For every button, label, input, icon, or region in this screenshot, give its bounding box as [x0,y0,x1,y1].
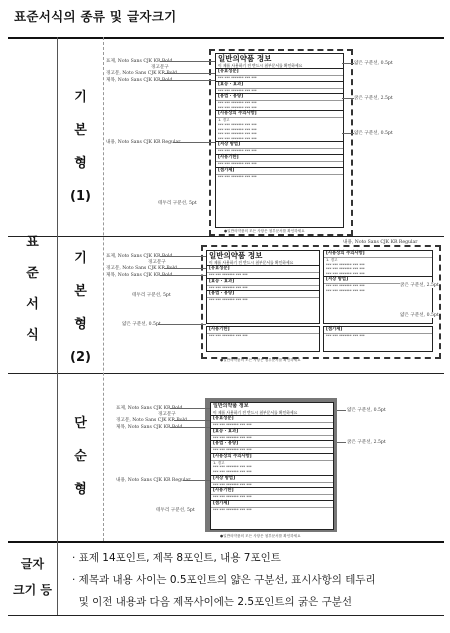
callout-symbol-line: 테두리 구분선, 5pt [156,508,195,513]
section-text: 1. 경고 [326,258,338,262]
format2-char: 형 [74,317,87,332]
section-text: *** *** ******* *** *** [213,495,252,500]
warning-text: 이 제품 사용하기 전 반드시 첨부문서를 확인하세요 [207,260,319,266]
section-text: *** *** ******* *** *** [326,334,365,338]
section-text: *** *** ******* *** *** [218,136,257,141]
section-heading: [사용기한] [207,327,319,334]
format1-char: 형 [74,156,87,171]
section-text: *** *** ******* *** *** [218,105,257,110]
category-char: 식 [26,328,39,343]
section-heading: [사용기한] [216,154,343,162]
format2-char: 기 [74,251,87,266]
callout-title-font: 표제, Noto Sans CJK KR Bold [116,406,183,411]
font-size-label: 크기 등 [13,583,52,597]
section-heading: [용법 · 용량] [211,440,333,448]
callout-thin-line: 얇은 구분선, 0.5pt [354,61,393,66]
callout-thick-line: 굵은 구분선, 2.5pt [347,440,386,445]
format1-char: 기 [74,90,87,105]
section-heading: [저장 방법] [211,475,333,483]
callout-thick-line: 굵은 구분선, 2.5pt [354,96,393,101]
callout-thin-line: 얇은 구분선, 0.5pt [400,313,439,318]
callout-body-font: 내용, Noto Sans CJK KR Regular [116,478,191,483]
page-title: 표준서식의 종류 및 글자크기 [14,9,177,24]
callout-symbol: 경고문구 [158,412,176,417]
font-size-label: 글자 [20,557,45,571]
section-heading: [사용상의 주의사항] [324,251,432,258]
footnote: ●일반의약품의 모든 사항은 첨부문서를 확인하세요 [220,534,301,538]
format3-char: 단 [74,416,87,431]
section-text: *** *** ******* *** *** [218,174,257,179]
callout-body-font: 내용, Noto Sans CJK KR Regular [106,140,181,145]
section-text: *** *** ******* *** *** [209,334,248,338]
section-text: *** *** ******* *** *** [218,149,257,154]
section-text: *** *** ******* *** *** [218,132,257,137]
section-text: *** *** ******* *** *** [326,267,365,272]
product-title: 일반의약품 정보 [213,403,249,409]
format2-char: 본 [74,284,87,299]
section-text: *** *** ******* *** *** [326,284,365,289]
format1-char: 본 [74,123,87,138]
callout-symbol-line: 테두리 구분선, 5pt [132,293,171,298]
section-text: *** *** ******* *** *** [218,88,257,93]
section-heading: [첨가제] [324,327,432,334]
section-heading: [효능 · 효과] [216,81,343,89]
section-heading: [저장 방법] [216,141,343,149]
section-heading: [효능 · 효과] [207,278,319,286]
section-heading: [용법 · 용량] [216,93,343,101]
footnote: ●일반의약품의 모든 사항은 첨부문서를 확인하세요 [224,229,305,233]
section-heading: [저장 방법] [324,276,432,284]
section-text: *** *** ******* *** *** [218,161,257,166]
callout-caution-font: 경고문, Noto Sans CJK KR Bold [106,266,177,271]
section-text: *** *** ******* *** *** [209,298,248,303]
callout-symbol-line: 테두리 구분선, 5pt [158,201,197,206]
section-heading: [유효성분] [207,266,319,273]
section-text: *** *** ******* *** *** [218,101,257,106]
section-text: *** *** ******* *** *** [213,435,252,440]
section-text: *** *** ******* *** *** [213,423,252,427]
callout-right-body: 내용, Noto Sans CJK KR Regular [343,240,418,245]
category-char: 준 [26,266,39,281]
section-text: *** *** ******* *** *** [213,465,252,470]
callout-thin-line: 얇은 구분선, 0.5pt [347,408,386,413]
section-text: *** *** ******* *** *** [326,271,365,276]
product-title: 일반의약품 정보 [218,54,272,63]
section-text: *** *** ******* *** *** [326,262,365,267]
section-text: *** *** ******* *** *** [218,122,257,127]
callout-title-font: 표제, Noto Sans CJK KR Bold [106,59,173,64]
section-text: *** *** ******* *** *** [213,482,252,487]
format1-number: (1) [70,189,91,204]
category-char: 표 [26,235,39,250]
section-heading: [효능 · 효과] [211,428,333,436]
callout-heading-font: 제목, Noto Sans CJK KR Bold [106,273,173,278]
section-heading: [첨가제] [216,167,343,175]
section-text: 1. 경고 [213,460,225,465]
section-text: *** *** ******* *** *** [209,273,248,277]
section-text: *** *** ******* *** *** [213,469,252,474]
format2-number: (2) [70,350,91,365]
font-size-line: 및 이전 내용과 다음 제목사이에는 2.5포인트의 굵은 구분선 [72,596,353,608]
section-text: *** *** ******* *** *** [213,507,252,512]
section-heading: [첨가제] [211,500,333,508]
warning-text: 이 제품 사용하기 전 반드시 첨부문서를 확인하세요 [216,63,343,69]
section-text: *** *** ******* *** *** [213,448,252,453]
section-text: *** *** ******* *** *** [218,127,257,132]
section-text: *** *** ******* *** *** [209,285,248,290]
section-heading: [유효성분] [211,416,333,423]
callout-thin-line: 얇은 구분선, 0.5pt [354,131,393,136]
callout-caution-font: 경고문, Noto Sans CJK KR Bold [116,418,187,423]
section-heading: [사용상의 주의사항] [216,110,343,118]
section-heading: [사용기한] [211,487,333,495]
callout-heading-font: 제목, Noto Sans CJK KR Bold [106,78,173,83]
callout-thick-line: 굵은 구분선, 2.5pt [400,283,439,288]
callout-heading-font: 제목, Noto Sans CJK KR Bold [116,425,183,430]
section-text: *** *** ******* *** *** [218,76,257,80]
callout-thin-line: 얇은 구분선, 0.5pt [122,322,161,327]
callout-symbol: 경고문구 [148,260,166,265]
callout-symbol: 경고문구 [151,65,169,70]
format3-char: 형 [74,482,87,497]
section-text: 1. 경고 [218,118,230,123]
font-size-line: · 표제 14포인트, 제목 8포인트, 내용 7포인트 [72,552,281,564]
callout-caution-font: 경고문, Noto Sans CJK KR Bold [106,71,177,76]
section-heading: [유효성분] [216,69,343,76]
section-text: *** *** ******* *** *** [326,288,365,293]
format-table [8,37,444,617]
section-heading: [사용상의 주의사항] [211,453,333,461]
font-size-line: · 제목과 내용 사이는 0.5포인트의 얇은 구분선, 표시사항의 테두리 [72,574,376,586]
format3-char: 순 [74,449,87,464]
product-title: 일반의약품 정보 [209,251,263,260]
section-heading: [용법 · 용량] [207,290,319,298]
category-char: 서 [26,297,39,312]
footnote: ●일반의약품의 모든 사항은 첨부문서를 확인하세요 [220,358,301,362]
callout-title-font: 표제, Noto Sans CJK KR Bold [106,254,173,259]
warning-text: 이 제품 사용하기 전 반드시 첨부문서를 확인하세요 [211,410,333,416]
